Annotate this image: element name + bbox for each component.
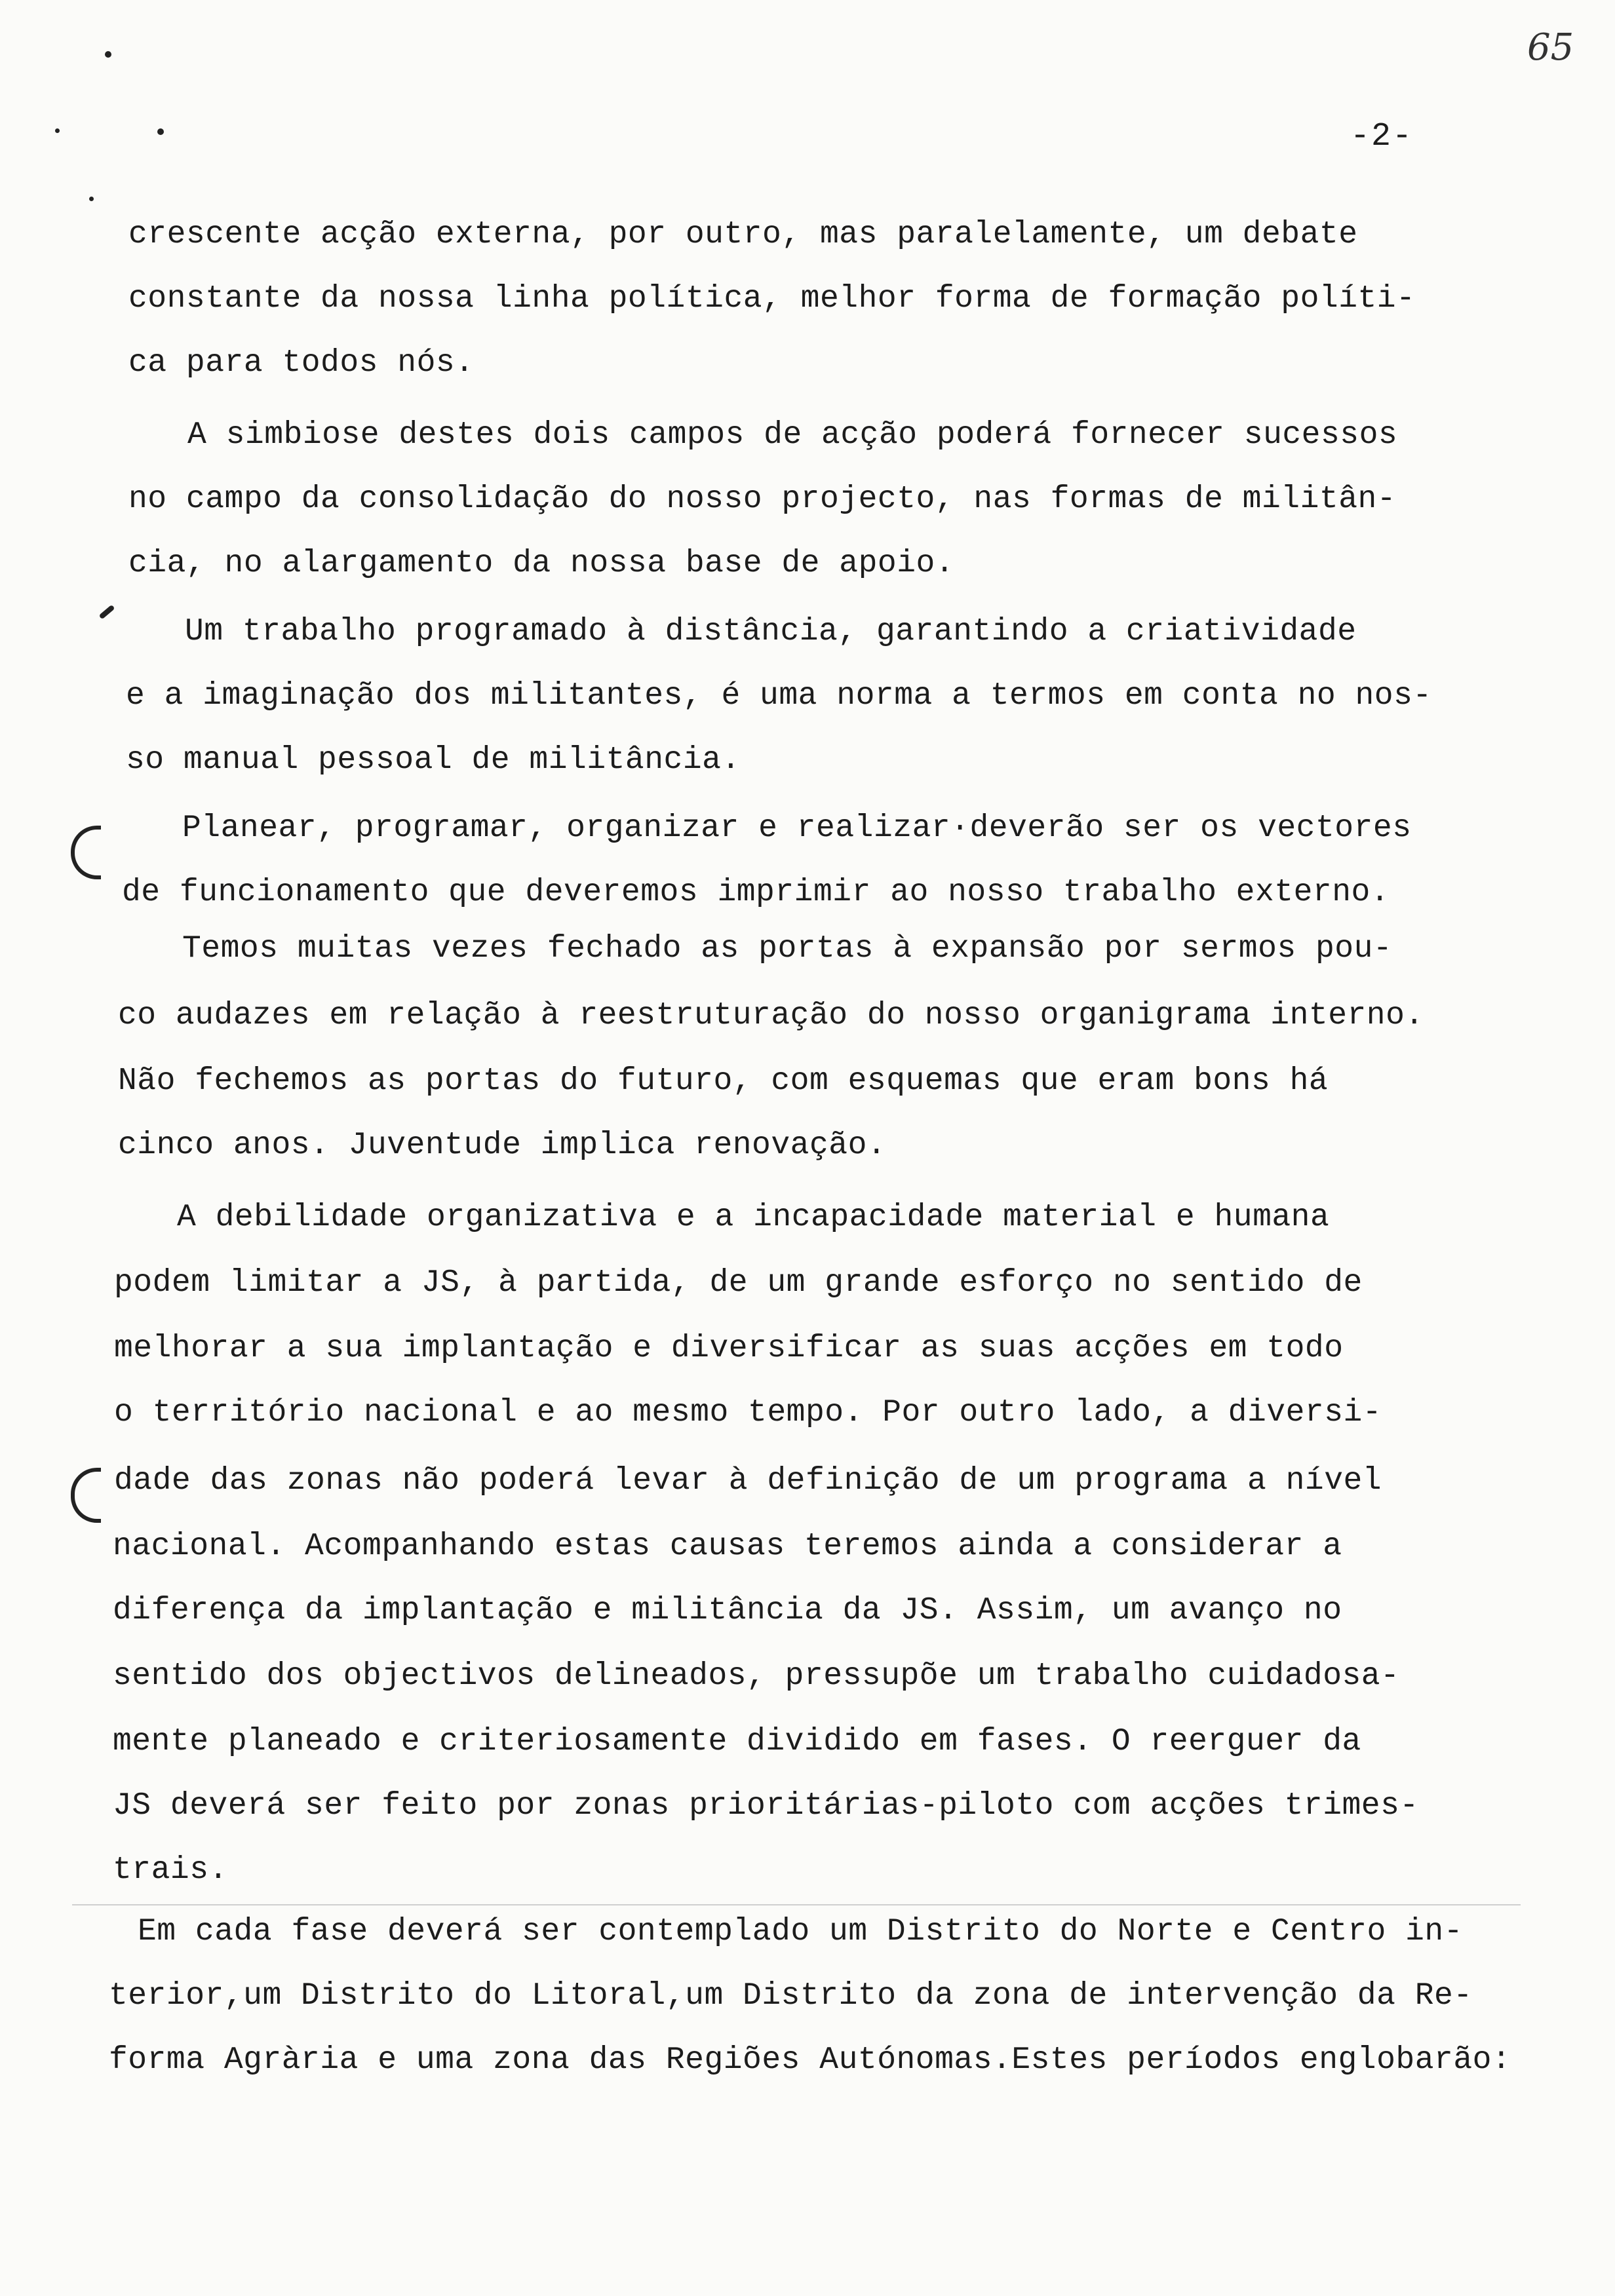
bracket-mark — [71, 826, 101, 879]
text-line: dade das zonas não poderá levar à definição de um programa a nível — [114, 1463, 1382, 1499]
text-line: Um trabalho programado à distância, garantindo a criatividade — [185, 614, 1357, 649]
text-line: Não fechemos as portas do futuro, com esquemas que eram bons há — [118, 1063, 1329, 1099]
text-line: co audazes em relação à reestruturação do nosso organigrama interno. — [118, 998, 1424, 1033]
text-line: constante da nossa linha política, melhor forma de formação políti- — [128, 281, 1416, 316]
text-line: melhorar a sua implantação e diversificar as suas acções em todo — [114, 1331, 1344, 1366]
text-line: mente planeado e criteriosamente dividido em fases. O reerguer da — [113, 1724, 1361, 1759]
margin-dot-mark — [89, 197, 94, 201]
text-line: A simbiose destes dois campos de acção poderá fornecer sucessos — [187, 417, 1398, 453]
text-line: Em cada fase deverá ser contemplado um Distrito do Norte e Centro in- — [138, 1914, 1464, 1949]
tick-mark — [98, 605, 115, 620]
faint-rule — [72, 1904, 1521, 1905]
text-line: podem limitar a JS, à partida, de um grande esforço no sentido de — [114, 1265, 1363, 1301]
text-line: o território nacional e ao mesmo tempo. Por outro lado, a diversi- — [114, 1395, 1382, 1430]
text-line: no campo da consolidação do nosso projecto, nas formas de militân- — [128, 482, 1397, 517]
text-line: trais. — [113, 1852, 228, 1888]
text-line: forma Agrària e uma zona das Regiões Autónomas.Estes períodos englobarão: — [109, 2042, 1511, 2078]
margin-dot-mark — [55, 128, 60, 133]
text-line: sentido dos objectivos delineados, pressupõe um trabalho cuidadosa- — [113, 1658, 1400, 1694]
text-line: cia, no alargamento da nossa base de apoio. — [128, 546, 955, 581]
text-line: terior,um Distrito do Litoral,um Distrito da zona de intervenção da Re- — [109, 1978, 1473, 2014]
text-line: e a imaginação dos militantes, é uma norma a termos em conta no nos- — [126, 678, 1432, 714]
text-line: so manual pessoal de militância. — [126, 742, 741, 778]
page-number: -2- — [1350, 118, 1414, 155]
margin-dot-mark — [157, 128, 164, 135]
text-line: ca para todos nós. — [128, 345, 475, 381]
text-line: JS deverá ser feito por zonas prioritárias-piloto com acções trimes- — [113, 1788, 1419, 1824]
text-line: Planear, programar, organizar e realizar·deverão ser os vectores — [182, 811, 1412, 846]
handwritten-page-number: 65 — [1527, 26, 1574, 69]
margin-dot-mark — [105, 51, 111, 58]
text-line: nacional. Acompanhando estas causas teremos ainda a considerar a — [113, 1529, 1342, 1564]
text-line: diferença da implantação e militância da JS. Assim, um avanço no — [113, 1593, 1342, 1628]
text-line: de funcionamento que deveremos imprimir ao nosso trabalho externo. — [122, 875, 1390, 910]
text-line: Temos muitas vezes fechado as portas à expansão por sermos pou- — [182, 931, 1393, 966]
bracket-mark — [71, 1468, 101, 1523]
text-line: cinco anos. Juventude implica renovação. — [118, 1128, 887, 1163]
text-line: A debilidade organizativa e a incapacidade material e humana — [177, 1200, 1330, 1235]
text-line: crescente acção externa, por outro, mas paralelamente, um debate — [128, 217, 1358, 252]
